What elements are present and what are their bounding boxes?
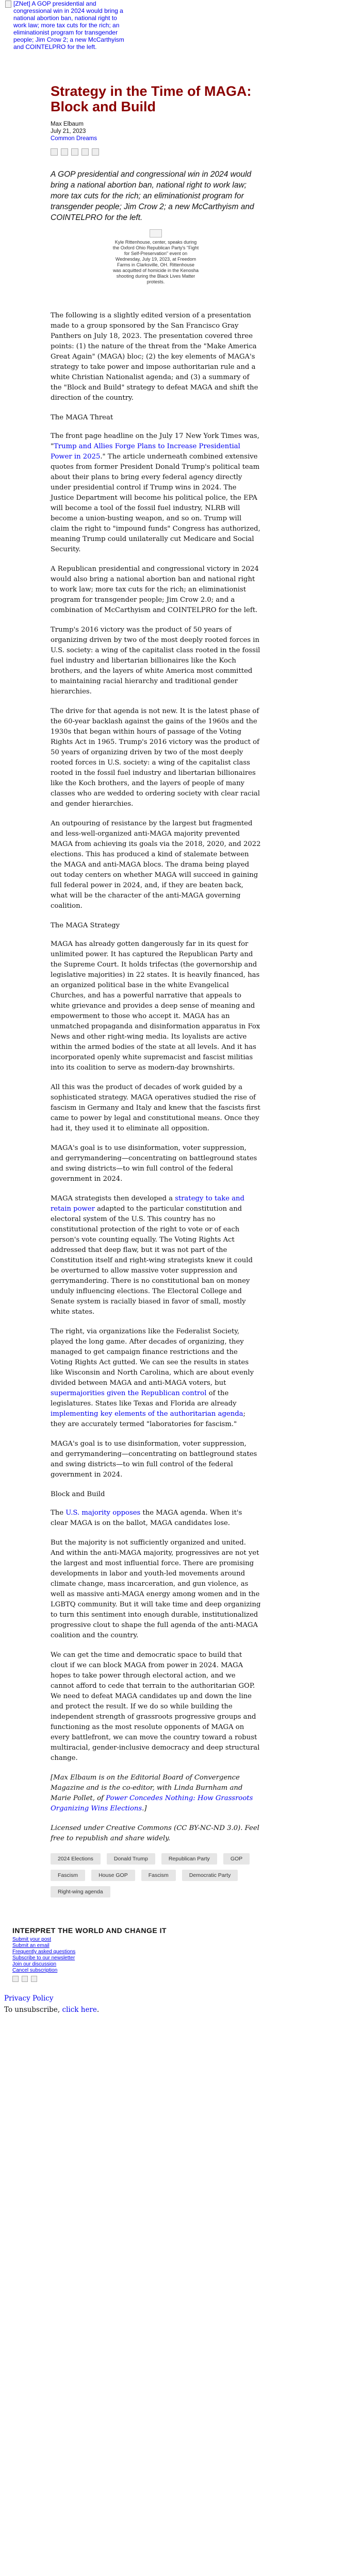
share-icons xyxy=(51,148,261,156)
author: Max Elbaum xyxy=(51,121,84,127)
paragraph: But the majority is not sufficiently organized and united. And within the anti-MAGA majority, progressives are not yet the largest and most influential force. There are promising developments in labor and youth-led movements around climate change, mass incarceration, and gun violence, as well as massive anti-MAGA energy among women and in the LGBTQ community. But it will take time and deep organizing to turn this sentiment into enough durable, institutionalized progressive clout to shape the full agenda of the anti-MAGA coalition and the country. xyxy=(51,1539,261,1639)
facebook-icon[interactable] xyxy=(51,148,58,156)
inline-link[interactable]: implementing key elements of the authoritarian agenda xyxy=(51,1410,243,1418)
header-image-alt xyxy=(5,0,129,50)
paragraph: Trump's 2016 victory was the product of 50 years of organizing driven by two of the most deeply rooted forces in U.S. society: a wing of the capitalist class rooted in the fossil fuel industry and libertarian billionaires like the Koch brothers, and the layers of white America most committed to maintaining racial hierarchy and traditional gender hierarchies. xyxy=(51,626,260,696)
twitter-icon[interactable] xyxy=(22,1976,28,1982)
section-heading: The MAGA Threat xyxy=(51,414,113,421)
unsubscribe-line: To unsubscribe, click here. xyxy=(4,2006,100,2014)
paragraph: The right, via organizations like the Federalist Society, played the long game. After decades of organizing, they managed to get campaign finance restrictions and the Voting Rights Act gutted. We can see the results in states like Wisconsin and North Carolina, which are about evenly divided between MAGA and anti-MAGA voters, but supermajorities given the Republican control of the legislatures. States like Texas and Florida are already implementing key elements of the authoritarian agenda; they are accurately termed "laboratories for fascism." xyxy=(51,1328,254,1428)
tag[interactable]: 2024 Elections xyxy=(51,1853,101,1865)
tag-list xyxy=(51,1853,257,1897)
print-icon[interactable] xyxy=(81,148,89,156)
license-note: Licensed under Creative Commons (CC BY-NC-ND 3.0). Feel free to republish and share widely. xyxy=(51,1824,259,1842)
source-link[interactable]: Common Dreams xyxy=(51,135,97,142)
broken-image-icon xyxy=(150,229,162,238)
footer-link[interactable]: Cancel subscription xyxy=(12,1968,58,1973)
footer-links xyxy=(12,1937,75,1974)
paragraph: The following is a slightly edited version of a presentation made to a group sponsored by the San Francisco Gray Panthers on July 18, 2023. The presentation covered three points: (1) the nature of the threat from the "Make America Great Again" (MAGA) bloc; (2) the key elements of MAGA's strategy to take power and impose authoritarian rule and a white Christian Nationalist agenda; and (3) a summary of the "Block and Build" strategy to defeat MAGA and shift the direction of the country. xyxy=(51,312,258,402)
figure-caption: Kyle Rittenhouse, center, speaks during the Oxford Ohio Republican Party's "Fight for Self-Preservation" event on Wednesday, July 19, 2023, at Freedom Farms in Clarksville, OH. Rittenhouse was acquitted of homicide in the Kenosha shooting during the Black Lives Matter protests. xyxy=(112,240,199,284)
byline xyxy=(51,121,261,142)
author-note: [Max Elbaum is on the Editorial Board of Convergence Magazine and is the co-editor, with Linda Burnham and Marie Pollet, of Power Concedes Nothing: How Grassroots Organizing Wins Elections.] xyxy=(51,1774,253,1812)
facebook-icon[interactable] xyxy=(12,1976,19,1982)
paragraph: An outpouring of resistance by the largest but fragmented and less-well-organized anti-MAGA majority prevented MAGA from achieving its goals via the 2018, 2020, and 2022 elections. This has produced a kind of stalemate between the MAGA and anti-MAGA blocs. The drama being played out today centers on whether MAGA will succeed in gaining full federal power in 2024, and, if they are beaten back, what will be the character of the anti-MAGA governing coalition. xyxy=(51,820,261,910)
tag[interactable]: Fascism xyxy=(51,1870,85,1881)
article-title[interactable]: Strategy in the Time of MAGA: Block and Build xyxy=(51,83,252,114)
footer-social-icons xyxy=(12,1976,37,1982)
bottom-links xyxy=(0,1990,361,2015)
date: July 21, 2023 xyxy=(51,128,86,134)
paragraph: MAGA has already gotten dangerously far in its quest for unlimited power. It has captured the Republican Party and the Supreme Court. It holds trifectas (the governorship and legislative majorities) in 22 states. It is heavily financed, has an organized political base in the white Evangelical Churches, and has a powerful narrative that appeals to white grievance and provides a deep sense of meaning and empowerment to those who accept it. MAGA has an unmatched propaganda and disinformation apparatus in Fox News and other right-wing media. Its loyalists are active within the armed bodies of the state at all levels. And it has incorporated openly white supremacist and fascist militias into its coalition to serve as modern-day brownshirts. xyxy=(51,940,260,1072)
inline-link[interactable]: supermajorities given the Republican control xyxy=(51,1389,207,1397)
footer xyxy=(0,1925,361,1990)
email-icon[interactable] xyxy=(31,1976,37,1982)
tag[interactable]: Right-wing agenda xyxy=(51,1886,110,1897)
section-heading: The MAGA Strategy xyxy=(51,922,120,929)
section-heading: Block and Build xyxy=(51,1490,105,1498)
paragraph: The front page headline on the July 17 New York Times was, "Trump and Allies Forge Plans to Increase Presidential Power in 2025." The article underneath combined extensive quotes from former President Donald Trump's political team about their plans to bring every federal agency directly under presidential control if Trump wins in 2024. The Justice Department will become his political police, the EPA will become a tool of the fossil fuel industry, NLRB will become a union-busting weapon, and so on. Trump will claim the right to "impound funds" Congress has authorized, meaning Trump could unilaterally cut Medicare and Social Security. xyxy=(51,432,260,553)
article-figure xyxy=(112,229,199,285)
lede: A GOP presidential and congressional win in 2024 would bring a national abortion ban, national right to work law; more tax cuts for the rich; an eliminationist program for transgender people; Jim Crow 2; a new McCarthyism and COINTELPRO for the left. xyxy=(51,170,254,222)
footer-link[interactable]: Frequently asked questions xyxy=(12,1949,76,1955)
inline-link[interactable]: Trump and Allies Forge Plans to Increase Presidential Power in 2025 xyxy=(51,443,240,461)
tag[interactable]: GOP xyxy=(223,1853,250,1865)
paragraph: We can get the time and democratic space to build that clout if we can block MAGA from power in 2024. MAGA hopes to take power through electoral action, and we cannot afford to cede that terrain to the authoritarian GOP. We need to defeat MAGA candidates up and down the line and protect the result. If we do so while building the independent strength of grassroots progressive groups and functioning as the most resolute opponents of MAGA on every battlefront, we can move the country toward a robust multiracial, gender-inclusive democracy and deep structural change. xyxy=(51,1651,260,1762)
paragraph: MAGA strategists then developed a strategy to take and retain power adapted to the particular constitution and electoral system of the U.S. This country has no constitutional protection of the right to vote or of each person's vote counting equally. The Voting Rights Act addressed that deep flaw, but it was not part of the Constitution itself and right-wing strategists knew it could be overturned to allow massive voter suppression and gerrymandering. There is no constitutional ban on money unduly influencing elections. The Electoral College and Senate system is racially biased in favor of small, mostly white states. xyxy=(51,1195,253,1316)
footer-link[interactable]: Submit an email xyxy=(12,1943,50,1948)
header-image[interactable] xyxy=(5,0,129,49)
unsubscribe-link[interactable]: click here xyxy=(62,2006,97,2014)
article xyxy=(51,83,261,1897)
broken-image-icon xyxy=(5,1,11,8)
paragraph: A Republican presidential and congressional victory in 2024 would also bring a national abortion ban and national right to work law; more tax cuts for the rich; an eliminationist program for transgender people; Jim Crow 2.0; and a combination of McCarthyism and COINTELPRO for the left. xyxy=(51,565,259,614)
header-image-alt-text: [ZNet] A GOP presidential and congressional win in 2024 would bring a national abortion ban, national right to work law; more tax cuts for the rich; an eliminationist program for transgender people; Jim Crow 2; a new McCarthyism and COINTELPRO for the left. xyxy=(13,0,124,50)
tag[interactable]: Republican Party xyxy=(161,1853,217,1865)
paragraph: All this was the product of decades of work guided by a sophisticated strategy. MAGA operatives studied the rise of fascism in Germany and Italy and knew that the fascists first came to power by legal and constitutional means. Once they had it, they used it to eliminate all opposition. xyxy=(51,1083,260,1132)
paragraph: MAGA's goal is to use disinformation, voter suppression, and gerrymandering—concentrating on battleground states and swing districts—to win full control of the federal government in 2024. xyxy=(51,1440,257,1479)
footer-heading: INTERPRET THE WORLD AND CHANGE IT xyxy=(12,1926,167,1935)
paragraph: The drive for that agenda is not new. It is the latest phase of the 60-year backlash against the gains of the 1960s and the 1930s that began within hours of passage of the Voting Rights Act in 1965. Trump's 2016 victory was the product of 50 years of organizing driven by two of the most deeply rooted forces in U.S. society: a wing of the capitalist class rooted in the fossil fuel industry and libertarian billionaires like the Koch brothers, and the layers of people of many classes who are wedded to ordering society with clear racial and gender hierarchies. xyxy=(51,707,260,808)
footer-link[interactable]: Join our discussion xyxy=(12,1961,57,1967)
tag[interactable]: Democratic Party xyxy=(182,1870,238,1881)
inline-link[interactable]: U.S. majority opposes xyxy=(65,1509,141,1517)
inline-link[interactable]: strategy to take and retain power xyxy=(51,1195,244,1213)
email-icon[interactable] xyxy=(71,148,78,156)
paragraph: MAGA's goal is to use disinformation, voter suppression, and gerrymandering—concentrating on battleground states and swing districts—to win full control of the federal government in 2024. xyxy=(51,1144,257,1183)
privacy-policy-link[interactable]: Privacy Policy xyxy=(4,1994,54,2003)
book-link[interactable]: Power Concedes Nothing: How Grassroots Organizing Wins Elections xyxy=(51,1794,253,1812)
footer-link[interactable]: Submit your post xyxy=(12,1937,52,1942)
footer-link[interactable]: Subscribe to our newsletter xyxy=(12,1955,75,1961)
twitter-icon[interactable] xyxy=(61,148,68,156)
share-icon[interactable] xyxy=(92,148,99,156)
tag[interactable]: House GOP xyxy=(91,1870,135,1881)
paragraph: The U.S. majority opposes the MAGA agenda. When it's clear MAGA is on the ballot, MAGA candidates lose. xyxy=(51,1509,242,1527)
tag[interactable]: Fascism xyxy=(141,1870,176,1881)
tag[interactable]: Donald Trump xyxy=(107,1853,155,1865)
